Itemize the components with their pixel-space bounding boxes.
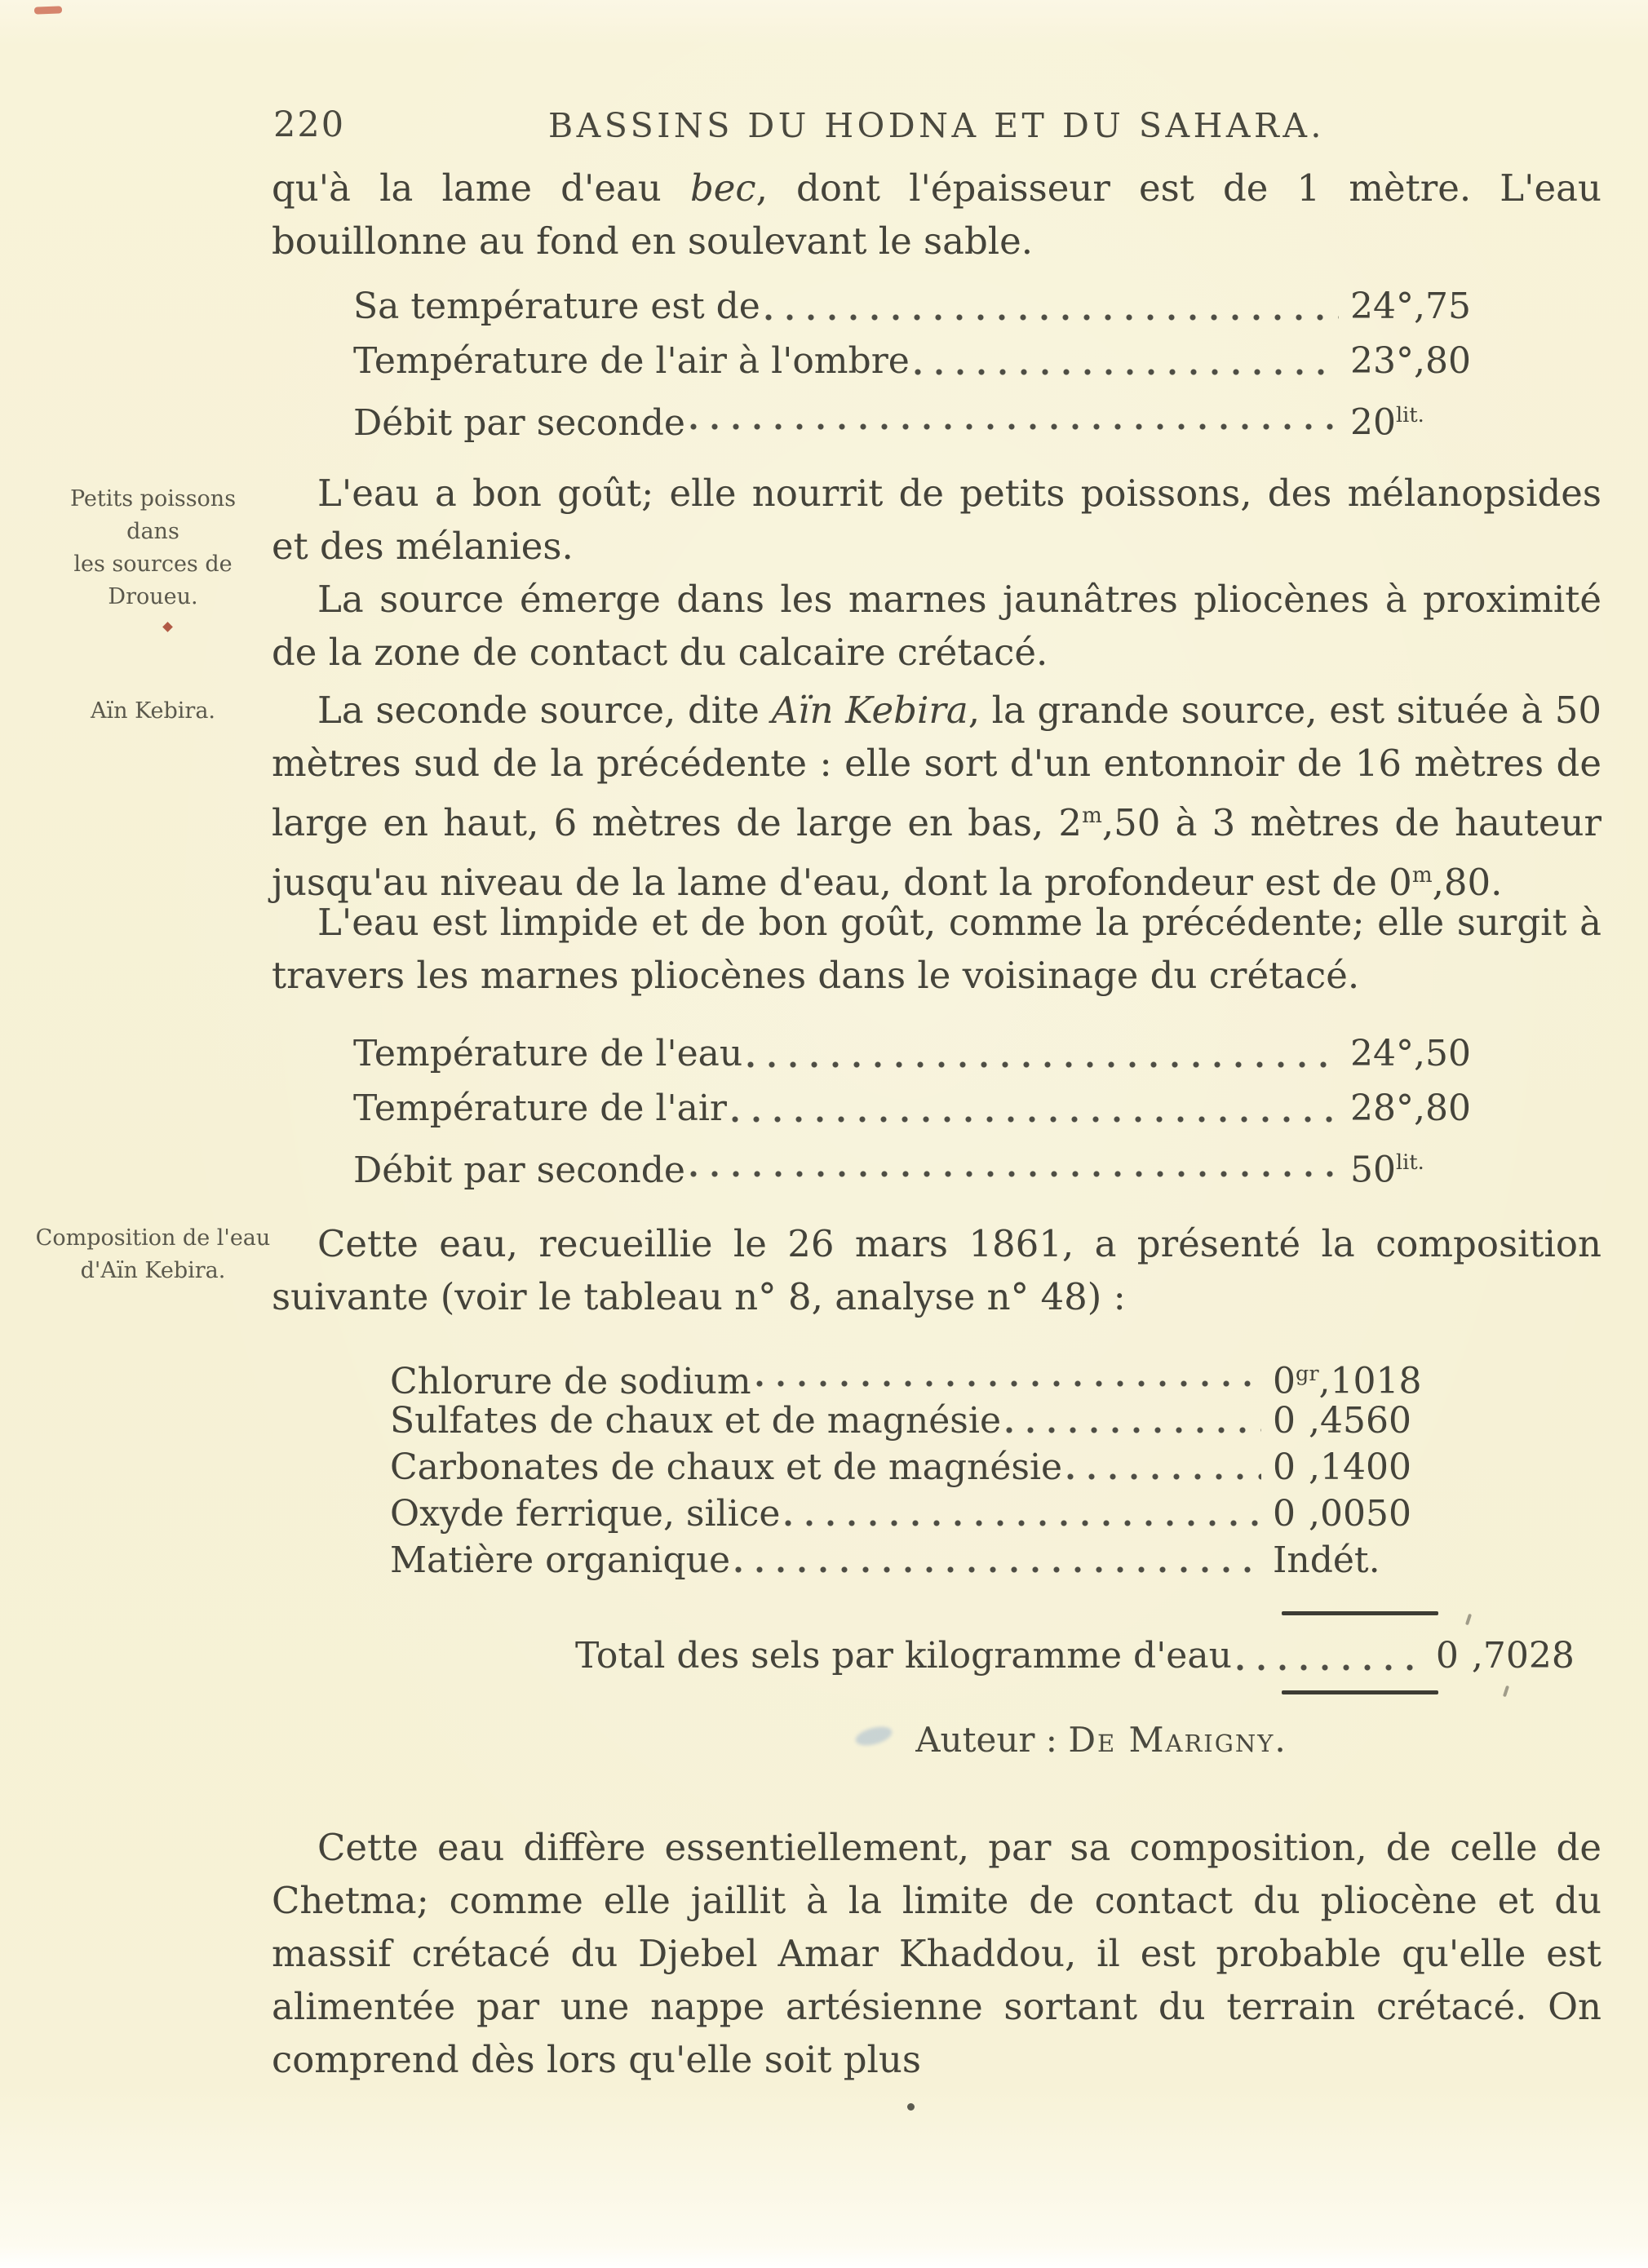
paragraph-seconde-source: La seconde source, dite Aïn Kebira, la grande source, est située à 50 mètres sud de la précédente : elle sort d'un entonnoir de 16 mètres de large en haut, 6 mètres de large en bas, 2$^m$,50 à 3 mètres de hauteur jusqu'au niveau de la lame d'eau, dont la profondeur est de 0$^m$,80. bbox=[272, 689, 1601, 904]
dot-leader bbox=[735, 1537, 1261, 1584]
margin-note-line: Composition de l'eau bbox=[35, 1225, 271, 1251]
row-value: Indét. bbox=[1273, 1539, 1380, 1581]
margin-note-line: d'Aïn Kebira. bbox=[80, 1258, 226, 1283]
row-value: $20^{lit.}$ bbox=[1350, 401, 1424, 444]
row-value: 24°,75 bbox=[1350, 286, 1471, 327]
author-line: Auteur : De Marigny. bbox=[915, 1720, 1287, 1760]
ink-speck-icon bbox=[162, 622, 173, 632]
row-value: 0 ,4560 bbox=[1273, 1400, 1411, 1442]
dot-leader bbox=[785, 1491, 1261, 1537]
table-row bbox=[272, 1537, 1601, 1584]
source1-measurements-table bbox=[272, 279, 1601, 443]
composition-table bbox=[272, 1351, 1601, 1584]
table-row bbox=[272, 1081, 1601, 1136]
row-label: Température de l'air à l'ombre bbox=[353, 340, 910, 382]
row-label: Oxyde ferrique, silice bbox=[390, 1493, 781, 1535]
ink-speck-icon bbox=[1465, 1614, 1472, 1626]
sum-rule-top bbox=[1282, 1611, 1438, 1615]
row-value: 0 ,0050 bbox=[1273, 1493, 1411, 1535]
paragraph-eau-limpide: L'eau est limpide et de bon goût, comme la précédente; elle surgit à travers les marnes pliocènes dans le voisinage du crétacé. bbox=[272, 901, 1601, 997]
row-label: Total des sels par kilogramme d'eau bbox=[575, 1635, 1232, 1677]
row-value: $0^{gr},1018$ bbox=[1273, 1360, 1422, 1402]
page-number: 220 bbox=[273, 104, 346, 145]
dot-leader bbox=[1067, 1444, 1261, 1491]
sum-rule-bottom bbox=[1282, 1690, 1438, 1694]
table-row bbox=[272, 388, 1601, 443]
paragraph-intro: qu'à la lame d'eau bec, dont l'épaisseur est de 1 mètre. L'eau bouillonne au fond en soulevant le sable. bbox=[272, 166, 1601, 263]
row-label: Température de l'eau bbox=[353, 1033, 743, 1074]
row-label: Chlorure de sodium bbox=[390, 1360, 751, 1402]
dot-leader bbox=[732, 1081, 1339, 1136]
paragraph-bon-gout: L'eau a bon goût; elle nourrit de petits poissons, des mélanopsides et des mélanies. bbox=[272, 472, 1601, 568]
row-value: 24°,50 bbox=[1350, 1033, 1471, 1074]
dot-leader bbox=[690, 388, 1339, 443]
table-row bbox=[272, 334, 1601, 388]
row-label: Température de l'air bbox=[353, 1087, 727, 1129]
dot-leader bbox=[1006, 1398, 1261, 1444]
dot-leader bbox=[690, 1136, 1339, 1190]
margin-note-line: les sources de Droueu. bbox=[73, 551, 233, 609]
row-label: Débit par seconde bbox=[353, 401, 685, 444]
row-value: 0 ,7028 bbox=[1435, 1635, 1575, 1677]
dot-leader bbox=[765, 279, 1339, 334]
table-row bbox=[272, 1491, 1601, 1537]
row-value: 23°,80 bbox=[1350, 340, 1471, 382]
dot-leader bbox=[747, 1026, 1339, 1081]
margin-note-line: Petits poissons bbox=[69, 486, 237, 512]
margin-note-line: dans bbox=[126, 519, 179, 544]
margin-note-ain-kebira bbox=[33, 695, 273, 728]
dot-leader bbox=[1237, 1632, 1424, 1681]
row-value: $50^{lit.}$ bbox=[1350, 1149, 1424, 1191]
paragraph-source-emerge: La source émerge dans les marnes jaunâtres pliocènes à proximité de la zone de contact du calcaire crétacé. bbox=[272, 578, 1601, 674]
table-row bbox=[272, 1398, 1601, 1444]
table-row bbox=[272, 279, 1601, 334]
row-label: Carbonates de chaux et de magnésie bbox=[390, 1446, 1063, 1488]
table-row bbox=[272, 1444, 1601, 1491]
row-label: Sulfates de chaux et de magnésie bbox=[390, 1400, 1001, 1442]
ink-dot bbox=[907, 2103, 915, 2111]
margin-note-composition bbox=[33, 1222, 273, 1287]
table-row bbox=[272, 1136, 1601, 1190]
margin-note-petits-poissons bbox=[33, 483, 273, 614]
row-label: Débit par seconde bbox=[353, 1149, 685, 1191]
row-value: 0 ,1400 bbox=[1273, 1446, 1411, 1488]
dot-leader bbox=[756, 1351, 1261, 1398]
red-edge-mark bbox=[34, 6, 62, 14]
paragraph-cette-eau-recueillie: Cette eau, recueillie le 26 mars 1861, a présenté la composition suivante (voir le tableau n° 8, analyse n° 48) : bbox=[272, 1222, 1601, 1318]
row-label: Sa température est de bbox=[353, 286, 760, 327]
row-value: 28°,80 bbox=[1350, 1087, 1471, 1129]
table-row bbox=[272, 1026, 1601, 1081]
ink-speck-icon bbox=[1503, 1685, 1509, 1698]
row-label: Matière organique bbox=[390, 1539, 731, 1581]
dot-leader bbox=[915, 334, 1339, 388]
running-title: BASSINS DU HODNA ET DU SAHARA. bbox=[548, 106, 1325, 145]
paragraph-cette-eau-differe: Cette eau diffère essentiellement, par sa composition, de celle de Chetma; comme elle jaillit à la limite de contact du pliocène et du massif crétacé du Djebel Amar Khaddou, il est probable qu'elle est alimentée par une nappe artésienne sortant du terrain crétacé. On comprend dès lors qu'elle soit plus bbox=[272, 1826, 1601, 2081]
margin-note-line: Aïn Kebira. bbox=[90, 698, 216, 724]
source2-measurements-table bbox=[272, 1026, 1601, 1190]
total-row bbox=[272, 1632, 1601, 1681]
table-row bbox=[272, 1351, 1601, 1402]
